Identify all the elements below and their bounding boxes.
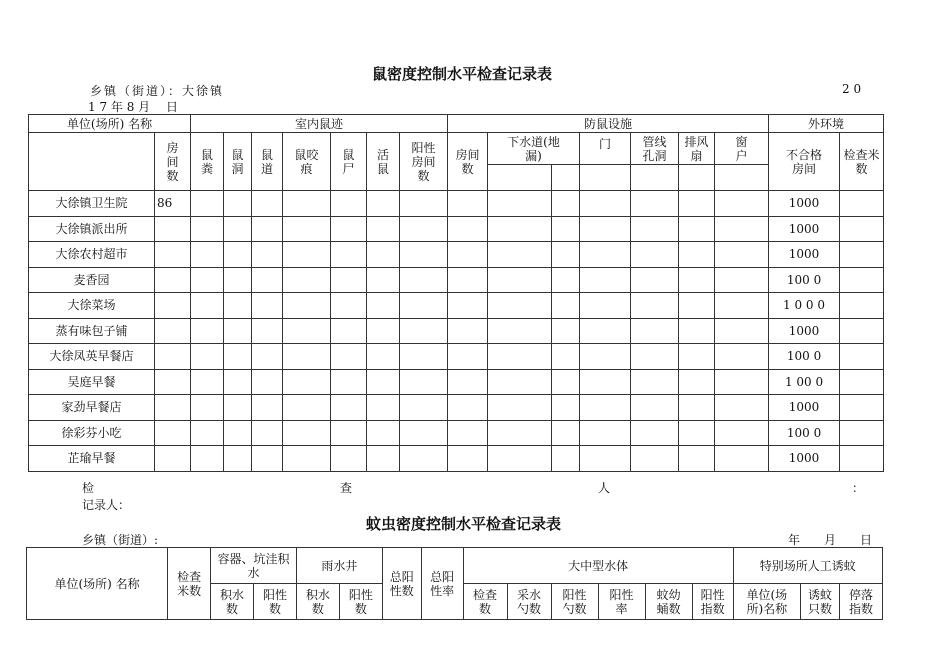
- empty-cell: [679, 446, 715, 472]
- empty-cell: [191, 395, 224, 421]
- empty-cell: [367, 318, 400, 344]
- mos-h-total-pos: 总阳性数: [382, 548, 421, 620]
- empty-cell: [840, 395, 884, 421]
- empty-cell: [679, 267, 715, 293]
- empty-cell: [488, 293, 552, 319]
- empty-cell: [224, 369, 252, 395]
- empty-cell: [840, 446, 884, 472]
- empty-cell: [224, 446, 252, 472]
- rat-group-facility: 防鼠设施: [448, 115, 769, 133]
- empty-cell: [283, 267, 331, 293]
- empty-cell: [840, 318, 884, 344]
- mos-h-w-pos: 阳性数: [339, 584, 382, 620]
- empty-cell: [191, 242, 224, 268]
- empty-cell: [631, 395, 679, 421]
- empty-cell: [488, 216, 552, 242]
- empty-cell: [631, 242, 679, 268]
- empty-cell: [552, 369, 580, 395]
- empty-cell: [400, 191, 448, 217]
- empty-cell: [488, 267, 552, 293]
- empty-cell: [448, 446, 488, 472]
- table-row: [29, 446, 884, 472]
- rat-h-drain: 下水道(地漏): [488, 133, 580, 165]
- empty-cell: [400, 369, 448, 395]
- rooms-cell: [155, 216, 191, 242]
- meters-cell: 100 0: [769, 344, 840, 370]
- empty-cell: [400, 420, 448, 446]
- empty-cell: [400, 267, 448, 293]
- rat-date-rest: 1 7 年 8 月 日: [88, 100, 178, 114]
- empty-cell: [448, 420, 488, 446]
- empty-cell: [252, 216, 283, 242]
- rat-h-droppings: 鼠粪: [191, 133, 224, 191]
- empty-cell: [331, 267, 367, 293]
- empty-cell: [191, 420, 224, 446]
- empty-cell: [331, 369, 367, 395]
- rat-h-paths: 鼠道: [252, 133, 283, 191]
- empty-cell: [631, 369, 679, 395]
- meters-cell: 100 0: [769, 420, 840, 446]
- empty-cell: [580, 242, 631, 268]
- rat-h-failed-rooms: 不合格房间: [769, 133, 840, 191]
- empty-cell: [448, 191, 488, 217]
- rat-h-live: 活鼠: [367, 133, 400, 191]
- empty-cell: [252, 293, 283, 319]
- empty-cell: [580, 446, 631, 472]
- empty-cell: [715, 344, 769, 370]
- rooms-cell: [155, 395, 191, 421]
- mos-h-special: 特别场所人工诱蚊: [733, 548, 882, 584]
- empty-cell: [840, 293, 884, 319]
- empty-cell: [331, 191, 367, 217]
- table-row: [29, 191, 884, 217]
- meters-cell: 1000: [769, 318, 840, 344]
- mos-h-unit: 单位(场所) 名称: [27, 548, 168, 620]
- rat-footer-colon: ：: [852, 481, 865, 495]
- rat-h-rooms-2: 房间数: [448, 133, 488, 191]
- empty-cell: [715, 318, 769, 344]
- mos-h-wt-index: 阳性指数: [692, 584, 733, 620]
- rat-h-holes: 鼠洞: [224, 133, 252, 191]
- mos-h-wt-larva: 蚊幼蛹数: [645, 584, 692, 620]
- unit-name-cell: 徐彩芬小吃: [29, 420, 155, 446]
- table-row: [29, 369, 884, 395]
- empty-cell: [715, 216, 769, 242]
- empty-cell: [580, 216, 631, 242]
- empty-cell: [679, 369, 715, 395]
- empty-cell: [679, 191, 715, 217]
- empty-cell: [580, 191, 631, 217]
- meters-cell: 100 0: [769, 267, 840, 293]
- empty-cell: [488, 395, 552, 421]
- empty-cell: [840, 369, 884, 395]
- empty-cell: [715, 369, 769, 395]
- empty-cell: [367, 420, 400, 446]
- empty-cell: [191, 216, 224, 242]
- empty-cell: [631, 420, 679, 446]
- rat-footer-inspector-c: 人: [598, 481, 611, 495]
- empty-cell: [580, 395, 631, 421]
- empty-cell: [840, 242, 884, 268]
- rooms-cell: [155, 446, 191, 472]
- empty-cell: [840, 216, 884, 242]
- empty-cell: [191, 191, 224, 217]
- empty-cell: [488, 420, 552, 446]
- rat-year-prefix: 2 0: [842, 82, 862, 96]
- empty-cell: [331, 293, 367, 319]
- rat-h-fan: 排风扇: [679, 133, 715, 165]
- empty-cell: [283, 369, 331, 395]
- empty-cell: [283, 344, 331, 370]
- empty-cell: [580, 318, 631, 344]
- empty-cell: [552, 293, 580, 319]
- mos-h-wt-rate: 阳性率: [598, 584, 645, 620]
- empty-cell: [715, 267, 769, 293]
- rat-h-positive-rooms: 阳性房间数: [400, 133, 448, 191]
- empty-cell: [631, 191, 679, 217]
- empty-cell: [580, 369, 631, 395]
- empty-cell: [331, 216, 367, 242]
- empty-cell: [252, 369, 283, 395]
- unit-name-cell: 蒸有味包子铺: [29, 318, 155, 344]
- mosquito-density-table: [26, 547, 883, 620]
- empty-cell: [840, 420, 884, 446]
- meters-cell: 1000: [769, 191, 840, 217]
- empty-cell: [331, 318, 367, 344]
- mos-h-meters: 检查米数: [168, 548, 211, 620]
- empty-cell: [840, 191, 884, 217]
- rat-recorder-label: 记录人：: [82, 498, 131, 512]
- empty-cell: [448, 395, 488, 421]
- empty-cell: [283, 293, 331, 319]
- empty-cell: [400, 318, 448, 344]
- unit-name-cell: 吴庭早餐: [29, 369, 155, 395]
- empty-cell: [252, 420, 283, 446]
- empty-cell: [224, 191, 252, 217]
- empty-cell: [552, 242, 580, 268]
- empty-cell: [331, 344, 367, 370]
- unit-name-cell: 芷瑜早餐: [29, 446, 155, 472]
- empty-cell: [448, 344, 488, 370]
- empty-cell: [580, 267, 631, 293]
- mos-h-c-water: 积水数: [211, 584, 254, 620]
- empty-cell: [367, 267, 400, 293]
- empty-cell: [552, 267, 580, 293]
- empty-cell: [448, 293, 488, 319]
- unit-name-cell: 麦香园: [29, 267, 155, 293]
- table-row: [29, 395, 884, 421]
- empty-cell: [631, 216, 679, 242]
- mos-h-w-water: 积水数: [296, 584, 339, 620]
- rooms-cell: [155, 242, 191, 268]
- empty-cell: [283, 318, 331, 344]
- empty-cell: [679, 344, 715, 370]
- empty-cell: [715, 395, 769, 421]
- empty-cell: [580, 420, 631, 446]
- rat-h-pipe-holes: 管线孔洞: [631, 133, 679, 165]
- mos-h-well: 雨水井: [296, 548, 382, 584]
- rat-group-outdoor: 外环境: [769, 115, 884, 133]
- rat-h-corpse: 鼠尸: [331, 133, 367, 191]
- empty-cell: [331, 446, 367, 472]
- empty-cell: [400, 344, 448, 370]
- empty-cell: [448, 242, 488, 268]
- empty-cell: [252, 446, 283, 472]
- empty-cell: [331, 420, 367, 446]
- rat-group-unit: 单位(场所) 名称: [29, 115, 191, 133]
- rat-h-rooms: 房间数: [155, 133, 191, 191]
- empty-cell: [580, 293, 631, 319]
- empty-cell: [552, 216, 580, 242]
- empty-cell: [840, 267, 884, 293]
- empty-cell: [552, 420, 580, 446]
- table-row: [29, 318, 884, 344]
- empty-cell: [488, 191, 552, 217]
- rooms-cell: [155, 369, 191, 395]
- empty-cell: [580, 344, 631, 370]
- empty-cell: [400, 242, 448, 268]
- empty-cell: [252, 344, 283, 370]
- empty-cell: [715, 446, 769, 472]
- empty-cell: [283, 446, 331, 472]
- empty-cell: [840, 344, 884, 370]
- meters-cell: 1 00 0: [769, 369, 840, 395]
- empty-cell: [631, 344, 679, 370]
- empty-cell: [631, 446, 679, 472]
- table-row: [29, 267, 884, 293]
- empty-cell: [679, 242, 715, 268]
- unit-name-cell: 大徐凤英早餐店: [29, 344, 155, 370]
- empty-cell: [679, 395, 715, 421]
- mos-h-wt-check: 检查数: [463, 584, 507, 620]
- empty-cell: [552, 446, 580, 472]
- empty-cell: [224, 395, 252, 421]
- empty-cell: [367, 369, 400, 395]
- unit-name-cell: 大徐菜场: [29, 293, 155, 319]
- empty-cell: [283, 242, 331, 268]
- empty-cell: [679, 216, 715, 242]
- empty-cell: [191, 293, 224, 319]
- empty-cell: [552, 344, 580, 370]
- empty-cell: [224, 242, 252, 268]
- empty-cell: [191, 369, 224, 395]
- unit-name-cell: 大徐农村超市: [29, 242, 155, 268]
- empty-cell: [367, 344, 400, 370]
- empty-cell: [331, 242, 367, 268]
- empty-cell: [400, 216, 448, 242]
- empty-cell: [631, 267, 679, 293]
- rat-h-window: 窗户: [715, 133, 769, 165]
- unit-name-cell: 家劲早餐店: [29, 395, 155, 421]
- empty-cell: [631, 318, 679, 344]
- empty-cell: [367, 242, 400, 268]
- empty-cell: [488, 344, 552, 370]
- empty-cell: [367, 191, 400, 217]
- rooms-cell: 86: [155, 191, 191, 217]
- empty-cell: [224, 216, 252, 242]
- empty-cell: [552, 395, 580, 421]
- unit-name-cell: 大徐镇派出所: [29, 216, 155, 242]
- empty-cell: [715, 420, 769, 446]
- table-row: [29, 293, 884, 319]
- rat-group-indoor: 室内鼠迹: [191, 115, 448, 133]
- empty-cell: [488, 369, 552, 395]
- rooms-cell: [155, 267, 191, 293]
- meters-cell: 1000: [769, 446, 840, 472]
- rooms-cell: [155, 293, 191, 319]
- empty-cell: [252, 191, 283, 217]
- mos-h-container: 容器、坑洼积水: [211, 548, 297, 584]
- empty-cell: [224, 420, 252, 446]
- empty-cell: [191, 267, 224, 293]
- empty-cell: [283, 395, 331, 421]
- empty-cell: [715, 242, 769, 268]
- empty-cell: [283, 420, 331, 446]
- mosquito-table-title: 蚊虫密度控制水平检查记录表: [366, 515, 562, 533]
- rat-table-title: 鼠密度控制水平检查记录表: [372, 65, 553, 83]
- empty-cell: [715, 191, 769, 217]
- empty-cell: [331, 395, 367, 421]
- meters-cell: 1000: [769, 216, 840, 242]
- empty-cell: [448, 267, 488, 293]
- empty-cell: [488, 318, 552, 344]
- mos-h-wt-ladle: 采水勺数: [507, 584, 551, 620]
- mos-h-sp-unit: 单位(场所)名称: [733, 584, 800, 620]
- mosquito-town-label: 乡镇（街道）:: [82, 533, 159, 547]
- meters-cell: 1 0 0 0: [769, 293, 840, 319]
- empty-cell: [715, 293, 769, 319]
- empty-cell: [400, 395, 448, 421]
- table-row: [29, 420, 884, 446]
- mos-h-c-pos: 阳性数: [253, 584, 296, 620]
- empty-cell: [448, 216, 488, 242]
- unit-name-cell: 大徐镇卫生院: [29, 191, 155, 217]
- empty-cell: [631, 293, 679, 319]
- mosquito-date-label: 年 月 日: [788, 533, 873, 547]
- empty-cell: [252, 242, 283, 268]
- empty-cell: [224, 318, 252, 344]
- empty-cell: [191, 318, 224, 344]
- rat-density-table: [28, 114, 884, 472]
- table-row: [29, 344, 884, 370]
- rooms-cell: [155, 344, 191, 370]
- rat-h-door: 门: [580, 133, 631, 165]
- meters-cell: 1000: [769, 395, 840, 421]
- empty-cell: [224, 293, 252, 319]
- empty-cell: [191, 446, 224, 472]
- empty-cell: [679, 293, 715, 319]
- empty-cell: [224, 267, 252, 293]
- rooms-cell: [155, 420, 191, 446]
- mos-h-sp-lure: 诱蚊只数: [801, 584, 840, 620]
- empty-cell: [679, 420, 715, 446]
- empty-cell: [552, 318, 580, 344]
- empty-cell: [488, 446, 552, 472]
- table-row: [29, 242, 884, 268]
- rat-town-label: 乡镇（街道）：大徐镇: [90, 84, 225, 98]
- empty-cell: [283, 191, 331, 217]
- rat-footer-inspector-a: 检: [82, 481, 95, 495]
- empty-cell: [488, 242, 552, 268]
- empty-cell: [552, 191, 580, 217]
- empty-cell: [367, 395, 400, 421]
- mos-h-total-rate: 总阳性率: [421, 548, 463, 620]
- rooms-cell: [155, 318, 191, 344]
- mos-h-wt-pos: 阳性勺数: [551, 584, 598, 620]
- empty-cell: [400, 293, 448, 319]
- table-row: [29, 216, 884, 242]
- empty-cell: [283, 216, 331, 242]
- rat-h-meters: 检查米数: [840, 133, 884, 191]
- mos-h-sp-index: 停落指数: [839, 584, 882, 620]
- empty-cell: [252, 318, 283, 344]
- empty-cell: [400, 446, 448, 472]
- empty-cell: [367, 216, 400, 242]
- empty-cell: [191, 344, 224, 370]
- empty-cell: [448, 318, 488, 344]
- rat-h-bites: 鼠咬痕: [283, 133, 331, 191]
- meters-cell: 1000: [769, 242, 840, 268]
- empty-cell: [367, 446, 400, 472]
- empty-cell: [252, 395, 283, 421]
- empty-cell: [252, 267, 283, 293]
- empty-cell: [224, 344, 252, 370]
- rat-footer-inspector-b: 查: [340, 481, 353, 495]
- empty-cell: [679, 318, 715, 344]
- mos-h-water: 大中型水体: [463, 548, 733, 584]
- empty-cell: [367, 293, 400, 319]
- empty-cell: [448, 369, 488, 395]
